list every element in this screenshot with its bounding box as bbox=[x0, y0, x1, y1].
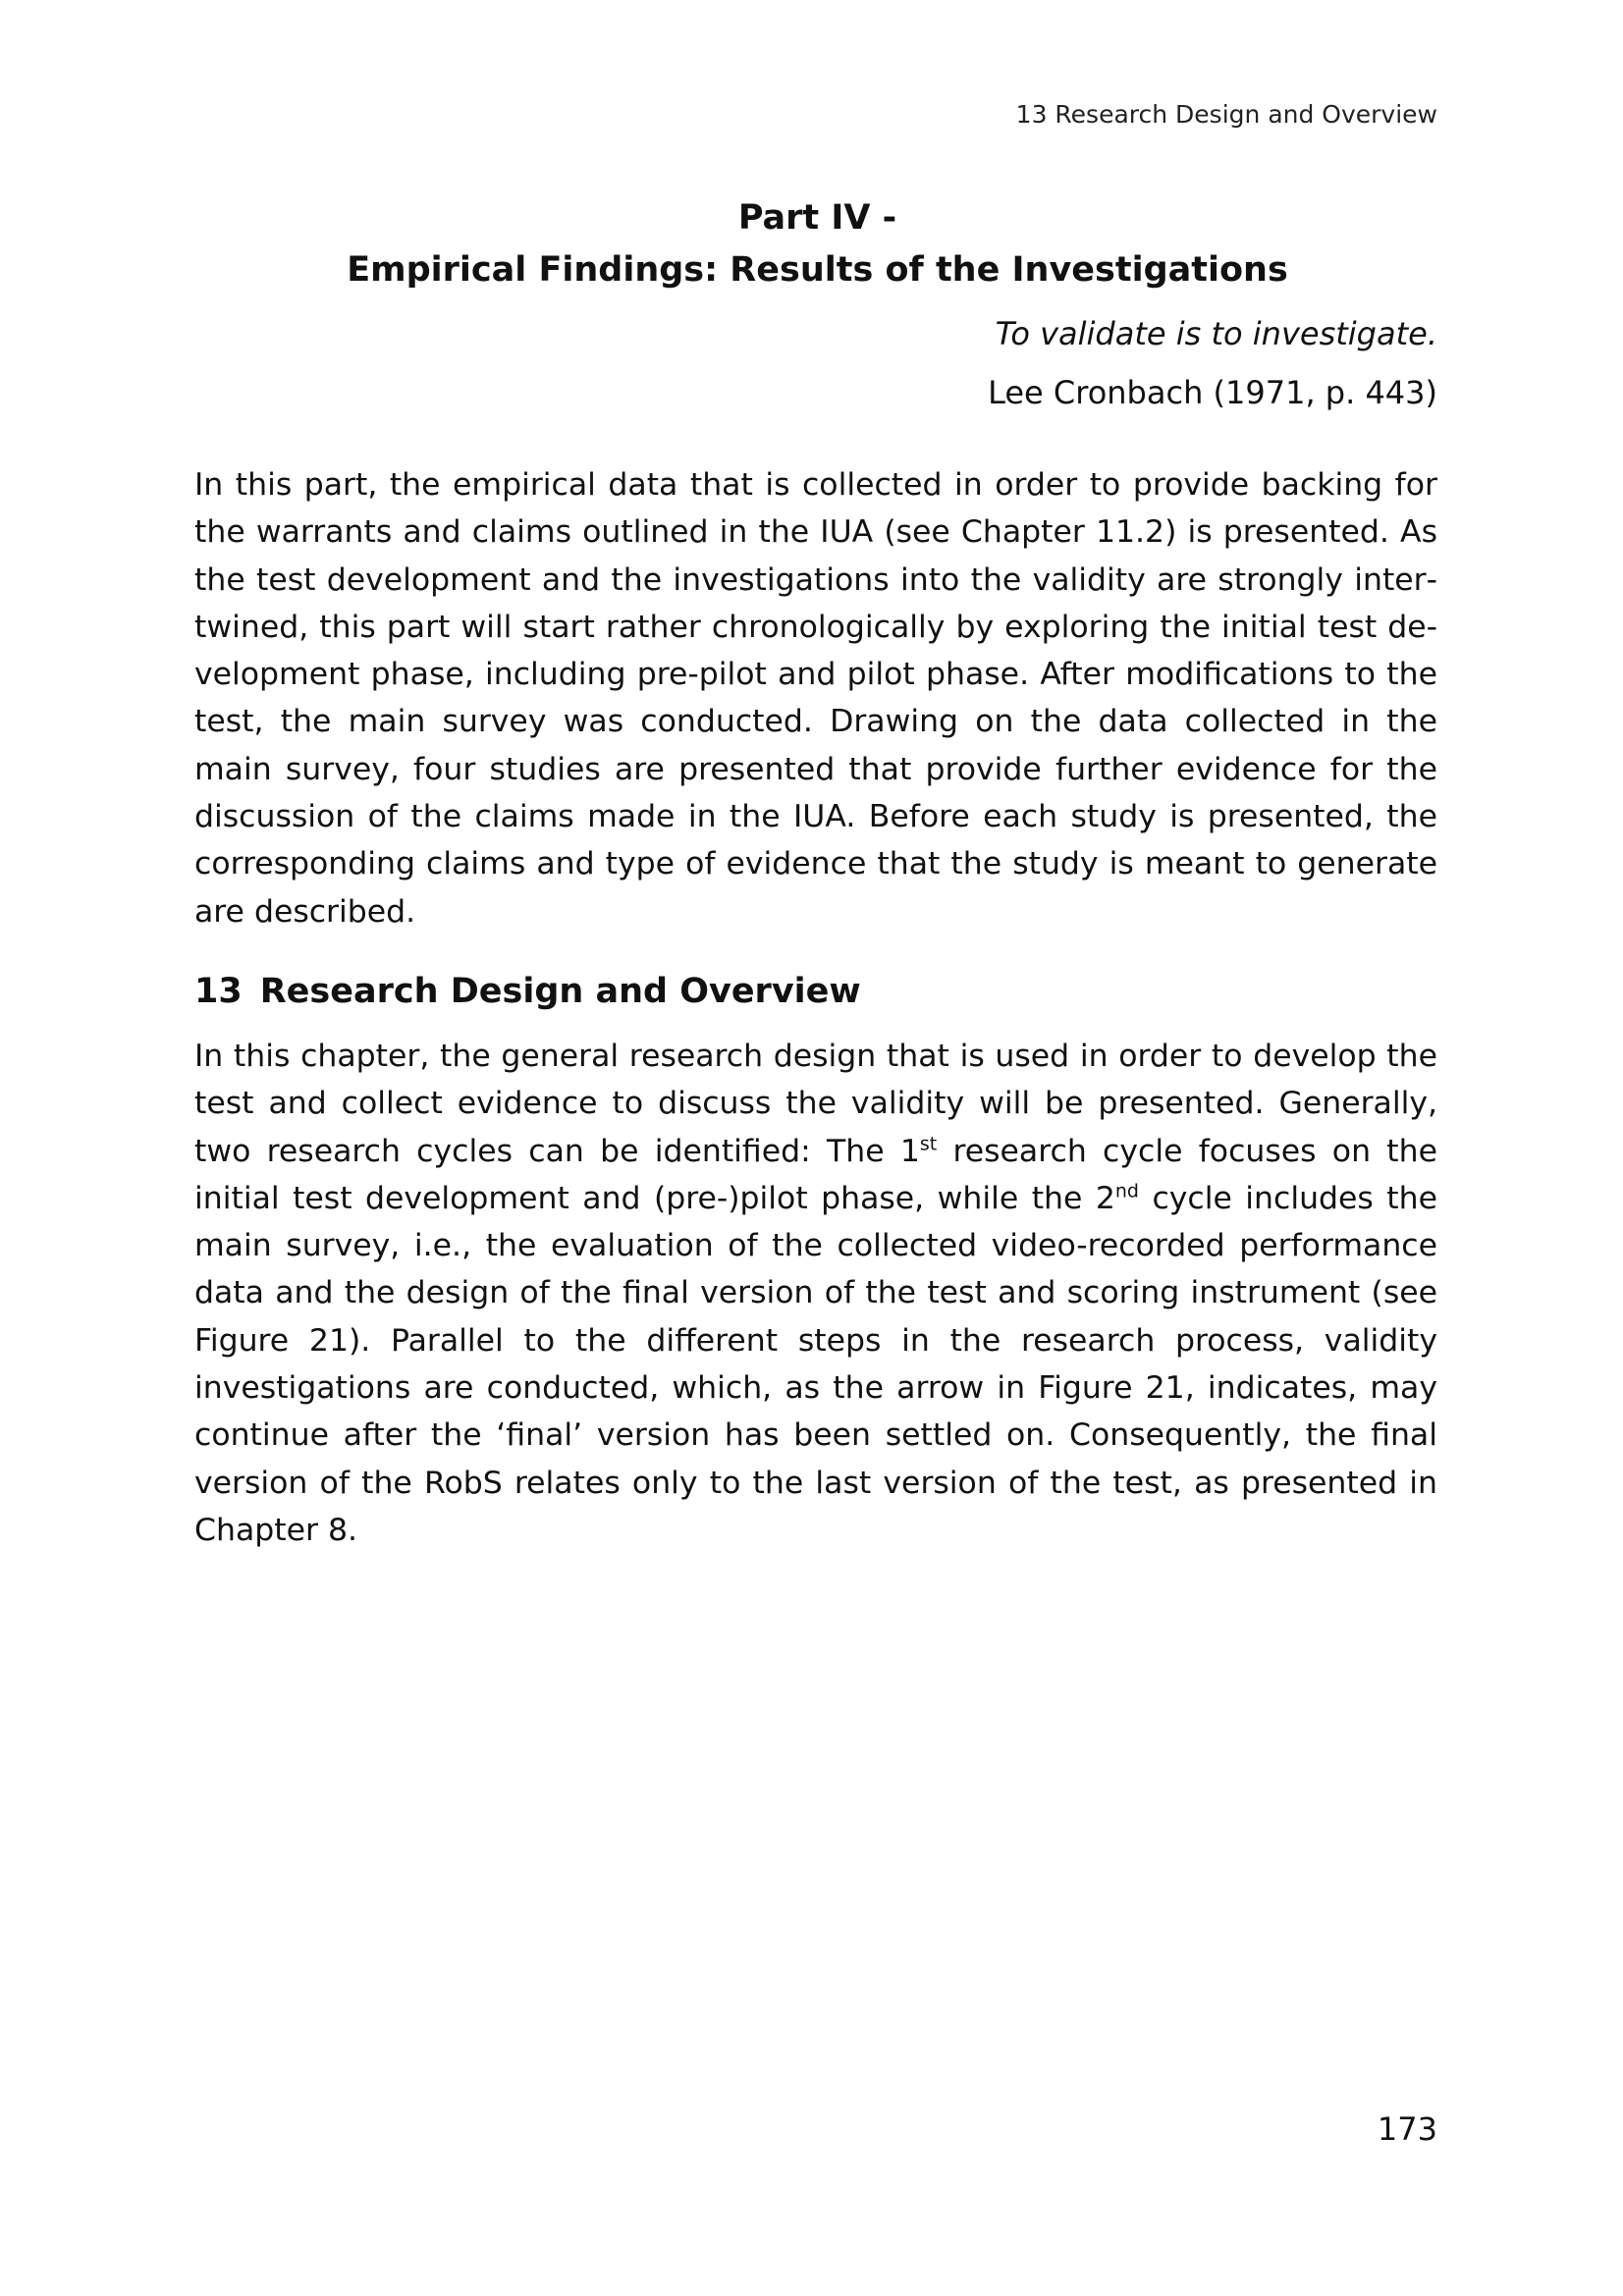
epigraph-attribution: Lee Cronbach (1971, p. 443) bbox=[988, 374, 1437, 411]
intro-section bbox=[194, 461, 1437, 935]
epigraph-quote: To validate is to investigate. bbox=[995, 315, 1437, 352]
chapter-heading bbox=[194, 972, 861, 1011]
chapter-text-part-2: research cycle focuses on the initial test development and (pre-)pilot phase, while the 2 bbox=[194, 1133, 1437, 1216]
superscript-nd: nd bbox=[1114, 1180, 1139, 1202]
part-title bbox=[196, 192, 1438, 296]
epigraph bbox=[988, 304, 1437, 422]
chapter-number: 13 bbox=[194, 972, 243, 1011]
superscript-st: st bbox=[919, 1133, 938, 1155]
chapter-text-part-1: In this chapter, the general research design that is used in order to develop the test and collect evidence to discuss the validity will be presented. Generally, two research cycles can be identified: The 1 bbox=[194, 1039, 1437, 1169]
part-title-line-2: Empirical Findings: Results of the Investigations bbox=[347, 250, 1288, 290]
page-number: 173 bbox=[1377, 2110, 1437, 2148]
part-title-line-1: Part IV - bbox=[737, 198, 897, 238]
intro-paragraph: In this part, the empirical data that is collected in order to provide backing for the warrants and claims outlined in the IUA (see Chapter 11.2) is presented. As the test development and the investigations into the validity are strongly intertwined, this part will start rather chronologically by exploring the initial test development phase, including pre-pilot and pilot phase. After modifications to the test, the main survey was conducted. Drawing on the data collected in the main survey, four studies are presented that provide further evidence for the discussion of the claims made in the IUA. Before each study is presented, the corresponding claims and type of evidence that the study is meant to generate are described. bbox=[194, 467, 1437, 930]
chapter-section bbox=[194, 1033, 1437, 1554]
chapter-title: Research Design and Overview bbox=[259, 972, 861, 1011]
running-header: 13 Research Design and Overview bbox=[1015, 100, 1437, 129]
chapter-text-part-3: cycle includes the main survey, i.e., the evaluation of the collected video-recorded performance data and the design of the final version of the test and scoring instrument (see Figure 21). Parallel to the different steps in the research process, validity investigations are conducted, which, as the arrow in Figure 21, indicates, may continue after the ‘final’ version has been settled on. Consequently, the final version of the RobS relates only to the last version of the test, as presented in Chapter 8. bbox=[194, 1180, 1437, 1548]
chapter-paragraph bbox=[194, 1033, 1437, 1554]
